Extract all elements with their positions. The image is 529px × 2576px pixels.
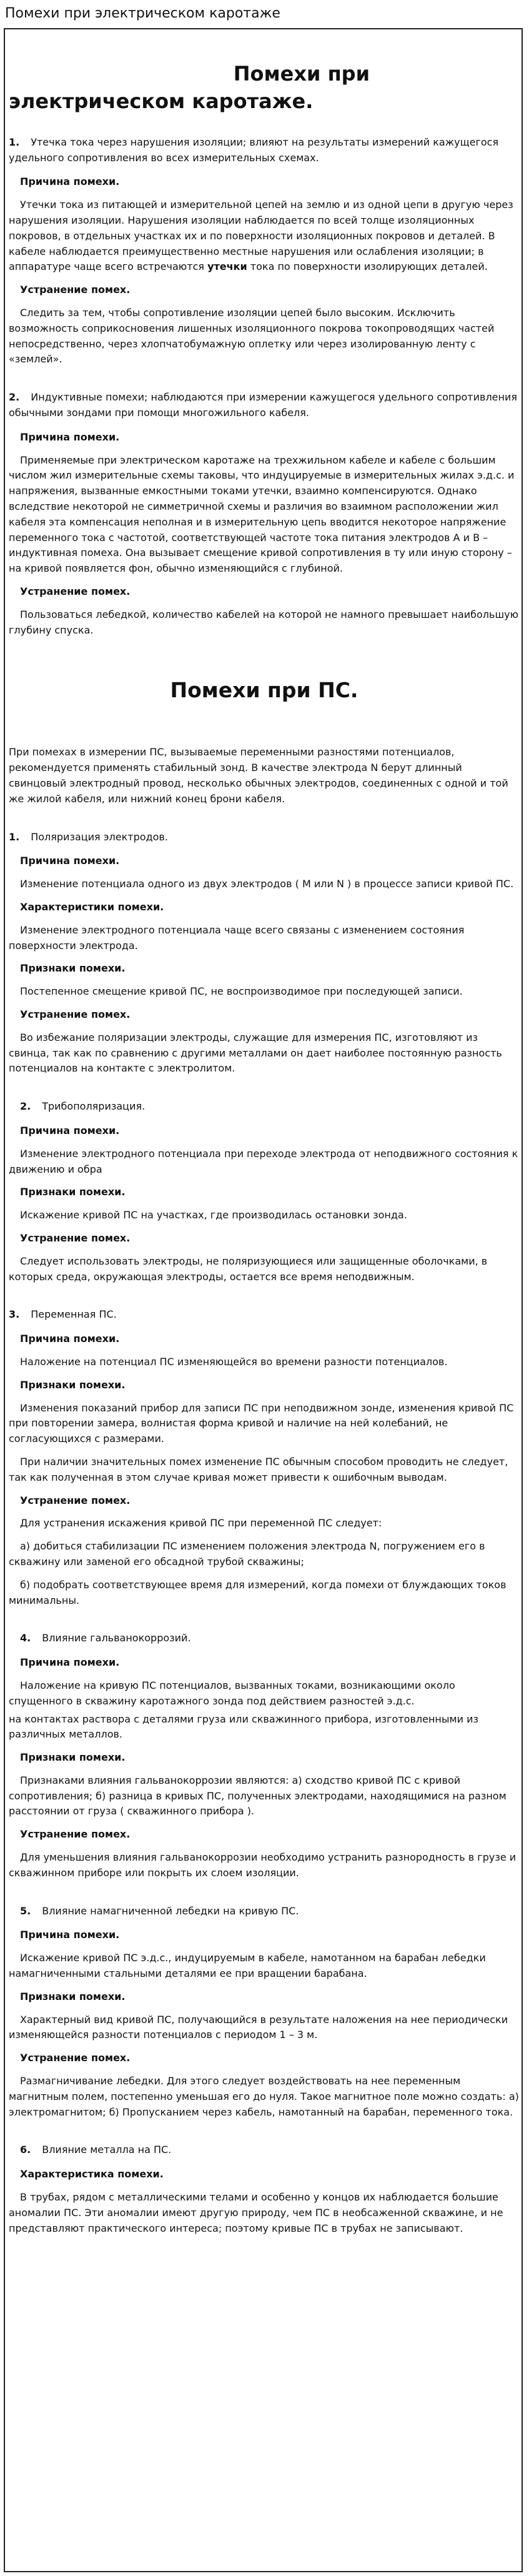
cause-label: Причина помехи. [20,430,120,443]
sp-item-5-heading: 5. Влияние намагниченной лебедки на кривую ПС. [20,1904,299,1917]
sp-item-4-signs: Признаками влияния гальванокоррозии являются: а) сходство кривой ПС с кривой сопротивления; б) разница в кривых ПС, полученных электродами, находящимися на разном расстоянии от груза ( скважинного прибора ). [9,1774,507,1818]
sp-item-1-heading: 1. Поляризация электродов. [9,830,168,843]
fix-label: Устранение помех. [20,1494,131,1506]
fix-label: Устранение помех. [20,585,131,597]
sp-item-4-fix: Для уменьшения влияния гальванокоррозии необходимо устранить разнородность в грузе и скважинном приборе или покрыть их слоем изоляции. [9,1851,517,1879]
fix-label: Устранение помех. [20,284,131,296]
cause-label: Причина помехи. [20,1124,120,1136]
characteristics-label: Характеристика помехи. [20,2168,164,2181]
cause-label: Причина помехи. [20,1929,120,1941]
sp-item-3-cause: Наложение на потенциал ПС изменяющейся во времени разности потенциалов. [20,1355,448,1368]
fix-label: Устранение помех. [20,2052,131,2064]
section-2-fix: Пользоваться лебедкой, количество кабелей на которой не намного превышает наибольшую глубину спуска. [9,608,519,636]
signs-label: Признаки помехи. [20,1378,126,1391]
section-1-heading: 1. Утечка тока через нарушения изоляции; влияют на результаты измерений кажущегося удельного сопротивления во всех измерительных схемах. [9,136,499,164]
sp-intro: При помехах в измерении ПС, вызываемые переменными разностями потенциалов, рекомендуется применять стабильный зонд. В качестве электрода N берут длинный свинцовый электродный провод, несколько обычных электродов, соединенных с одной и той же жилой кабеля, или нижний конец брони кабеля. [9,746,508,805]
window-title: Помехи при электрическом каротаже [5,6,280,21]
sp-item-3-fix-intro: Для устранения искажения кривой ПС при переменной ПС следует: [20,1517,382,1529]
fix-label: Устранение помех. [20,1008,131,1020]
cause-label: Причина помехи. [20,176,120,188]
section-2-heading: 2. Индуктивные помехи; наблюдаются при измерении кажущегося удельного сопротивления обычными зондами при помощи многожильного кабеля. [9,391,518,419]
signs-label: Признаки помехи. [20,1990,126,2002]
sp-item-1-chars: Изменение электродного потенциала чаще всего связаны с изменением состояния поверхности электрода. [9,923,465,952]
sp-item-4-cause: Наложение на кривую ПС потенциалов, вызванных токами, возникающими около спущенного в скважину каротажного зонда под действием разностей э.д.с. [9,1679,455,1707]
sp-item-5-cause: Искажение кривой ПС э.д.с., индуцируемым в кабеле, намотанном на барабан лебедки намагниченными стальными деталями ее при вращении барабана. [9,1952,486,1980]
cause-label: Причина помехи. [20,855,120,867]
signs-label: Признаки помехи. [20,1186,126,1198]
sp-item-6-chars: В трубах, рядом с металлическими телами и особенно у концов их наблюдается большие аномалии ПС. Эти аномалии имеют другую природу, чем ПС в необсаженной скважине, и не представляют практического интереса; поэтому кривые ПС в трубах не записывают. [9,2191,503,2234]
cause-label: Причина помехи. [20,1333,120,1345]
signs-label: Признаки помехи. [20,1751,126,1764]
sp-item-3-signs-2: При наличии значительных помех изменение ПС обычным способом проводить не следует, так как полученная в этом случае кривая может привести к ошибочным выводам. [9,1455,508,1483]
sp-item-3-fix-a: а) добиться стабилизации ПС изменением положения электрода N, погружением его в скважину или заменой его обсадной трубой скважины; [9,1540,485,1568]
sp-item-3-fix-b: б) подобрать соответствующее время для измерений, когда помехи от блуждающих токов минимальны. [9,1578,507,1606]
window-titlebar [0,0,529,25]
fix-label: Устранение помех. [20,1231,131,1244]
sp-item-5-fix: Размагничивание лебедки. Для этого следует воздействовать на нее переменным магнитным полем, постепенно уменьшая его до нуля. Такое магнитное поле можно создать: а) электромагнитом; б) Пропусканием через кабель, намотанный на барабан, переменного тока. [9,2075,519,2118]
sp-item-2-signs: Искажение кривой ПС на участках, где производилась остановки зонда. [20,1209,407,1221]
page-title: Помехи при [233,62,370,86]
sp-item-1-fix: Во избежание поляризации электроды, служащие для измерения ПС, изготовляют из свинца, так как по сравнению с другими металлами он дает наиболее постоянную разность потенциалов на контакте с электролитом. [9,1031,502,1075]
fix-label: Устранение помех. [20,1828,131,1841]
document-body [9,59,520,2244]
sp-item-2-heading: 2. Трибополяризация. [20,1100,146,1113]
section-1-cause: Утечки тока из питающей и измерительной цепей на землю и из одной цепи в другую через нарушения изоляции. Нарушения изоляции наблюдается по всей толще изоляционных покровов, в отдельных участках их и по поверхности изоляционных покровов и деталей. В кабеле наблюдается преимущественно местные нарушения или ослабления изоляции; в аппаратуре чаще всего встречаются утечки тока по поверхности изолирующих деталей. [9,199,513,273]
sp-item-2-fix: Следует использовать электроды, не поляризующиеся или защищенные оболочками, в которых среда, окружающая электроды, остается все время неподвижным. [9,1255,488,1283]
sp-item-4-heading: 4. Влияние гальванокоррозий. [20,1632,191,1644]
sp-item-2-cause: Изменение электродного потенциала при переходе электрода от неподвижного состояния к движению и обра [9,1147,518,1175]
section-1-fix: Следить за тем, чтобы сопротивление изоляции цепей было высоким. Исключить возможность соприкосновения лишенных изоляционного покрова токопроводящих частей непосредственно, через хлопчатобумажную оплетку или через изолированную ленту с «землей». [9,306,495,366]
page-title-cont: электрическом каротаже. [9,89,314,114]
sp-item-4-cause-2: на контактах раствора с деталями груза или скважинного прибора, изготовленными из различных металлов. [9,1713,478,1741]
sp-section-title: Помехи при ПС. [170,678,358,703]
sp-item-3-signs: Изменения показаний прибор для записи ПС при неподвижном зонде, изменения кривой ПС при повторении замера, волнистая форма кривой и наличие на ней колебаний, не согласующихся с размерами. [9,1401,514,1445]
section-2-cause: Применяемые при электрическом каротаже на трехжильном кабеле и кабеле с большим числом жил измерительные схемы таковы, что индуцируемые в измерительных жилах э.д.с. и напряжения, вызванные емкостными токами утечки, взаимно компенсируются. Однако вследствие некоторой не симметричной схемы и различия во взаимном расположении жил кабеля эта компенсация неполная и в измерительную цепь вводится некоторое напряжение переменного тока с частотой, соответствующей частоте тока питания электродов A и B – индуктивная помеха. Она вызывает смещение кривой сопротивления в ту или иную сторону – на кривой появляется фон, обычно изменяющийся с глубиной. [9,454,515,575]
characteristics-label: Характеристики помехи. [20,901,164,913]
cause-label: Причина помехи. [20,1656,120,1669]
sp-item-1-cause: Изменение потенциала одного из двух электродов ( M или N ) в процессе записи кривой ПС. [20,878,514,890]
sp-item-1-signs: Постепенное смещение кривой ПС, не воспроизводимое при последующей записи. [20,985,463,998]
sp-item-3-heading: 3. Переменная ПС. [9,1308,117,1321]
signs-label: Признаки помехи. [20,962,126,975]
sp-item-6-heading: 6. Влияние металла на ПС. [20,2144,172,2156]
sp-item-5-signs: Характерный вид кривой ПС, получающийся в результате наложения на нее периодически изменяющейся разности потенциалов с периодом 1 – 3 м. [9,2013,508,2041]
